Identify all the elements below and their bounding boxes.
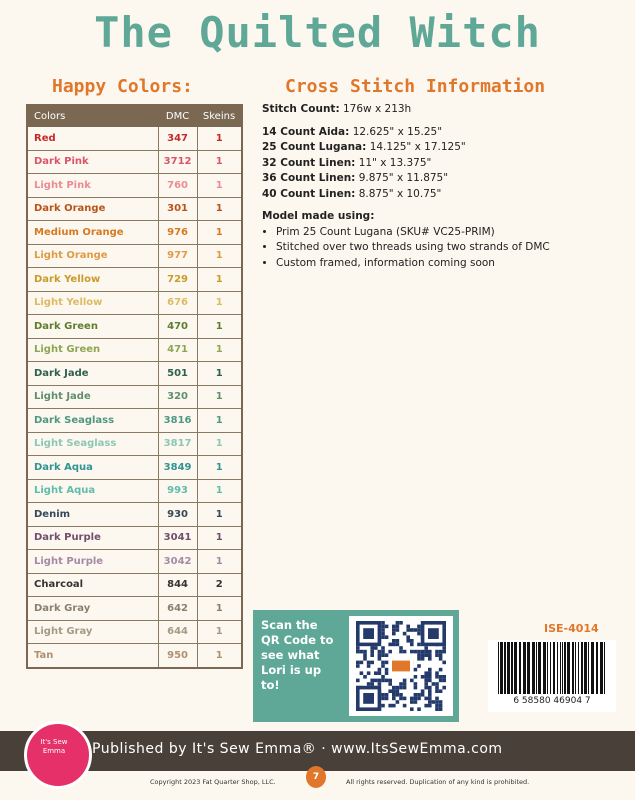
- size-row: [262, 187, 612, 203]
- table-row: [27, 644, 242, 668]
- table-row: [27, 268, 242, 292]
- dmc-number: 3042: [158, 550, 197, 574]
- size-label: 40 Count Linen:: [262, 187, 356, 200]
- skein-count: 1: [197, 362, 242, 386]
- dmc-number: 301: [158, 197, 197, 221]
- skein-count: 1: [197, 644, 242, 668]
- skein-count: 1: [197, 315, 242, 339]
- table-row: [27, 174, 242, 198]
- dmc-number: 976: [158, 221, 197, 245]
- table-row: [27, 432, 242, 456]
- dmc-number: 844: [158, 573, 197, 597]
- table-row: [27, 197, 242, 221]
- colors-heading: Happy Colors:: [52, 76, 193, 97]
- dmc-number: 347: [158, 127, 197, 150]
- skein-count: 1: [197, 409, 242, 433]
- color-name: Charcoal: [27, 573, 158, 597]
- size-value: 9.875" x 11.875": [358, 172, 449, 184]
- dmc-number: 471: [158, 338, 197, 362]
- qr-code-icon: [349, 616, 453, 716]
- skein-count: 1: [197, 197, 242, 221]
- color-name: Dark Green: [27, 315, 158, 339]
- barcode-number: 6 58580 46904 7: [513, 696, 591, 706]
- table-row: [27, 526, 242, 550]
- size-label: 36 Count Linen:: [262, 172, 356, 184]
- color-name: Dark Pink: [27, 150, 158, 174]
- dmc-number: 470: [158, 315, 197, 339]
- table-row: [27, 503, 242, 527]
- dmc-number: 3849: [158, 456, 197, 480]
- color-name: Dark Seaglass: [27, 409, 158, 433]
- color-name: Light Orange: [27, 244, 158, 268]
- footer-publisher: Published by It's Sew Emma® · www.ItsSewEmma.com: [92, 741, 503, 757]
- color-name: Dark Aqua: [27, 456, 158, 480]
- size-value: 8.875" x 10.75": [358, 187, 442, 200]
- table-row: [27, 456, 242, 480]
- dmc-number: 977: [158, 244, 197, 268]
- size-label: 14 Count Aida:: [262, 125, 350, 138]
- dmc-number: 676: [158, 291, 197, 315]
- table-row: [27, 291, 242, 315]
- page-number: 7: [306, 766, 326, 788]
- skein-count: 1: [197, 221, 242, 245]
- stitch-count-value: 176w x 213h: [343, 103, 412, 115]
- header-colors: Colors: [27, 105, 158, 127]
- table-header-row: [27, 105, 242, 127]
- cross-stitch-info: [262, 102, 612, 271]
- table-row: [27, 244, 242, 268]
- logo-text: It's Sew Emma: [40, 738, 68, 755]
- skein-count: 1: [197, 432, 242, 456]
- size-label: 25 Count Lugana:: [262, 141, 367, 153]
- copyright-left: Copyright 2023 Fat Quarter Shop, LLC.: [150, 778, 276, 786]
- dmc-number: 320: [158, 385, 197, 409]
- color-name: Light Gray: [27, 620, 158, 644]
- size-row: [262, 125, 612, 141]
- skein-count: 1: [197, 503, 242, 527]
- size-row: [262, 156, 612, 172]
- skein-count: 1: [197, 150, 242, 174]
- table-row: [27, 221, 242, 245]
- table-row: [27, 385, 242, 409]
- color-name: Light Aqua: [27, 479, 158, 503]
- skein-count: 1: [197, 620, 242, 644]
- dmc-number: 642: [158, 597, 197, 621]
- dmc-number: 501: [158, 362, 197, 386]
- skein-count: 1: [197, 174, 242, 198]
- dmc-number: 644: [158, 620, 197, 644]
- color-name: Dark Orange: [27, 197, 158, 221]
- qr-caption: Scan the QR Code to see what Lori is up to!: [261, 618, 334, 692]
- sku-label: ISE-4014: [544, 622, 599, 635]
- skein-count: 1: [197, 291, 242, 315]
- list-item: • Stitched over two threads using two strands of DMC: [276, 240, 612, 256]
- skein-count: 2: [197, 573, 242, 597]
- table-row: [27, 127, 242, 150]
- colors-table: [26, 104, 243, 669]
- table-row: [27, 315, 242, 339]
- dmc-number: 993: [158, 479, 197, 503]
- color-name: Tan: [34, 649, 54, 661]
- table-row: [27, 338, 242, 362]
- skein-count: 1: [197, 338, 242, 362]
- skein-count: 1: [197, 456, 242, 480]
- dmc-number: 760: [158, 174, 197, 198]
- skein-count: 1: [197, 244, 242, 268]
- stitch-count: [262, 102, 612, 118]
- color-name: Light Purple: [27, 550, 158, 574]
- skein-count: 1: [197, 385, 242, 409]
- table-row: [27, 479, 242, 503]
- header-skeins: Skeins: [197, 105, 242, 127]
- copyright-right: All rights reserved. Duplication of any kind is prohibited.: [346, 778, 530, 786]
- model-label-text: Model made using:: [262, 210, 375, 222]
- color-name: Medium Orange: [27, 221, 158, 245]
- color-name: Light Seaglass: [27, 432, 158, 456]
- color-name: Denim: [27, 503, 158, 527]
- color-name: Light Green: [27, 338, 158, 362]
- list-item: • Prim 25 Count Lugana (SKU# VC25-PRIM): [276, 225, 612, 241]
- size-label: 32 Count Linen:: [262, 156, 356, 169]
- color-name: Dark Purple: [27, 526, 158, 550]
- skein-count: 1: [197, 127, 242, 150]
- dmc-number: 3816: [158, 409, 197, 433]
- color-name: Dark Jade: [27, 362, 158, 386]
- skein-count: 1: [197, 550, 242, 574]
- color-name: Light Pink: [27, 174, 158, 198]
- dmc-number: 3712: [158, 150, 197, 174]
- qr-code[interactable]: [349, 616, 453, 716]
- color-name: Dark Gray: [27, 597, 158, 621]
- size-row: [262, 140, 612, 156]
- color-name: Light Jade: [27, 385, 158, 409]
- stitch-count-label: Stitch Count:: [262, 103, 340, 115]
- table-row: [27, 150, 242, 174]
- header-dmc: DMC: [158, 105, 197, 127]
- dmc-number: 3817: [158, 432, 197, 456]
- barcode-icon: [488, 640, 616, 696]
- size-value: 11" x 13.375": [358, 156, 432, 169]
- table-row: [27, 550, 242, 574]
- page-title: The Quilted Witch: [94, 8, 541, 57]
- skein-count: 1: [197, 268, 242, 292]
- dmc-number: 950: [158, 644, 197, 668]
- skein-count: 1: [197, 597, 242, 621]
- color-name: Dark Yellow: [27, 268, 158, 292]
- color-name: Red: [27, 127, 158, 150]
- model-list: [262, 225, 612, 272]
- table-row: [27, 409, 242, 433]
- dmc-number: 729: [158, 268, 197, 292]
- cross-stitch-heading: Cross Stitch Information: [285, 76, 546, 97]
- list-item: • Custom framed, information coming soon: [276, 256, 612, 272]
- skein-count: 1: [197, 479, 242, 503]
- dmc-number: 930: [158, 503, 197, 527]
- qr-panel: [253, 610, 459, 722]
- table-row: [27, 597, 242, 621]
- table-row: [27, 362, 242, 386]
- size-value: 12.625" x 15.25": [352, 125, 443, 138]
- dmc-number: 3041: [158, 526, 197, 550]
- table-row: [27, 573, 242, 597]
- skein-count: 1: [197, 526, 242, 550]
- size-value: 14.125" x 17.125": [369, 141, 466, 153]
- color-name: Light Yellow: [27, 291, 158, 315]
- size-row: [262, 171, 612, 187]
- table-row: [27, 620, 242, 644]
- model-label: [262, 209, 612, 225]
